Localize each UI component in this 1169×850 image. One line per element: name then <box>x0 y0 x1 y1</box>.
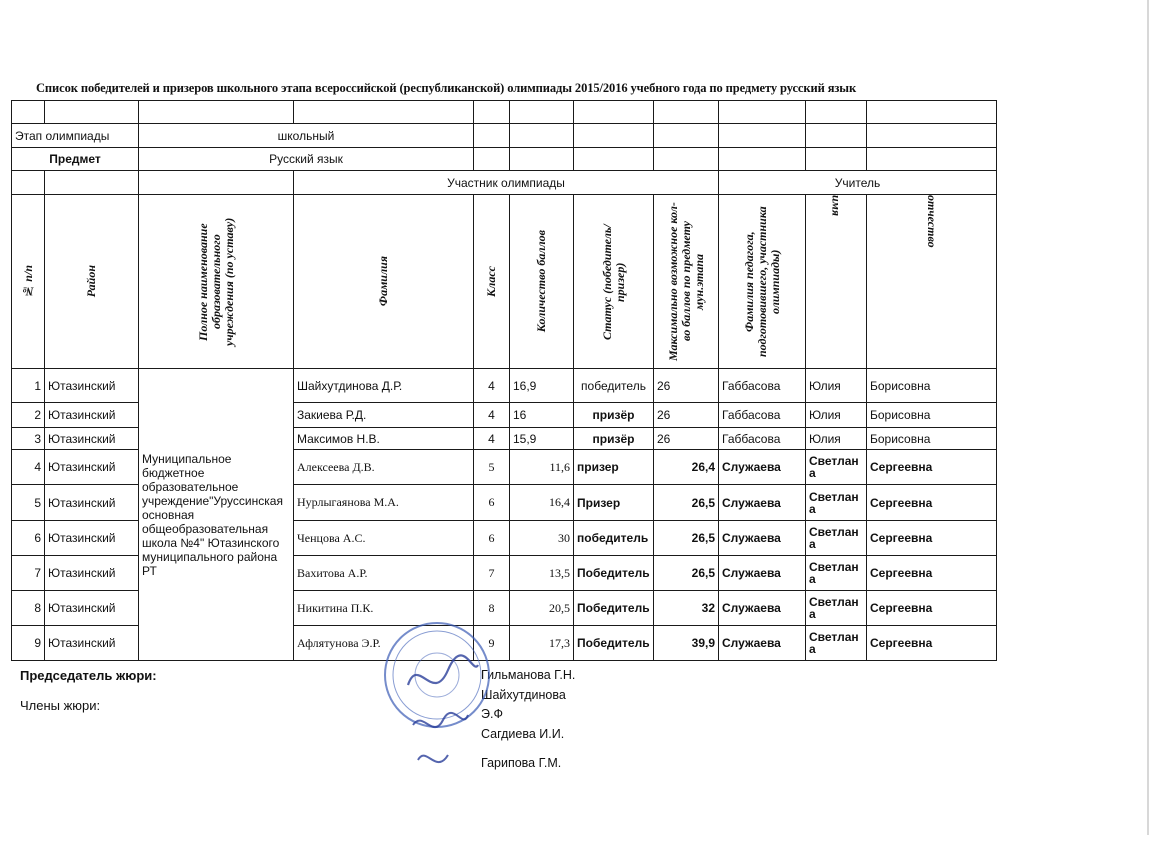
cell-grade: 9 <box>474 626 510 661</box>
subject-value: Русский язык <box>139 148 474 171</box>
cell-grade: 7 <box>474 556 510 591</box>
header-teacher-patronymic: отчество <box>925 195 939 248</box>
cell-teacher-name: Юлия <box>806 403 867 428</box>
cell-surname: Ченцова А.С. <box>294 521 474 556</box>
jury-chair-label: Председатель жюри: <box>20 668 157 683</box>
cell-grade: 4 <box>474 403 510 428</box>
column-header-row <box>12 195 997 369</box>
cell-grade: 5 <box>474 450 510 485</box>
page-edge-divider <box>1147 0 1149 835</box>
cell-grade: 6 <box>474 485 510 521</box>
cell-num: 8 <box>12 591 45 626</box>
school-stamp-seal <box>378 615 496 780</box>
cell-status: призёр <box>574 428 654 450</box>
cell-school: Муниципальное бюджетное образовательное учреждение"Уруссинская основная общеобразовательная школа №4" Ютазинского муниципального района РТ <box>139 369 294 661</box>
cell-score: 16,9 <box>510 369 574 403</box>
cell-teacher-surname: Габбасова <box>719 403 806 428</box>
stage-label: Этап олимпиады <box>12 124 139 148</box>
jury-member: Э.Ф <box>481 707 503 721</box>
cell-teacher-patronymic: Сергеевна <box>867 485 997 521</box>
cell-max: 39,9 <box>654 626 719 661</box>
cell-grade: 4 <box>474 428 510 450</box>
cell-district: Ютазинский <box>45 626 139 661</box>
jury-members-label: Члены жюри: <box>20 698 101 713</box>
cell-num: 2 <box>12 403 45 428</box>
signature-stroke <box>418 755 448 762</box>
cell-max: 32 <box>654 591 719 626</box>
header-max: Максимально возможное кол-во баллов по предмету мун.этапа <box>665 202 706 361</box>
cell-teacher-surname: Служаева <box>719 450 806 485</box>
cell-teacher-patronymic: Сергеевна <box>867 556 997 591</box>
header-num: № п/п <box>20 264 35 299</box>
subject-label: Предмет <box>12 148 139 171</box>
cell-surname: Никитина П.К. <box>294 591 474 626</box>
header-score: Количество баллов <box>534 230 548 333</box>
header-status: Статус (победитель/призер) <box>599 223 627 340</box>
cell-score: 17,3 <box>510 626 574 661</box>
header-grade: Класс <box>484 266 498 297</box>
stage-row <box>12 124 997 148</box>
cell-status: призер <box>574 450 654 485</box>
cell-max: 26,4 <box>654 450 719 485</box>
cell-teacher-name: Светлана <box>806 450 867 485</box>
cell-teacher-surname: Служаева <box>719 521 806 556</box>
cell-district: Ютазинский <box>45 591 139 626</box>
cell-surname: Максимов Н.В. <box>294 428 474 450</box>
cell-surname: Шайхутдинова Д.Р. <box>294 369 474 403</box>
cell-grade: 4 <box>474 369 510 403</box>
cell-num: 3 <box>12 428 45 450</box>
cell-max: 26,5 <box>654 521 719 556</box>
cell-max: 26 <box>654 369 719 403</box>
header-teacher-name: имя <box>829 195 844 217</box>
cell-max: 26 <box>654 428 719 450</box>
table-row <box>12 369 997 403</box>
cell-surname: Алексеева Д.В. <box>294 450 474 485</box>
cell-grade: 6 <box>474 521 510 556</box>
header-surname: Фамилия <box>376 256 390 307</box>
cell-teacher-surname: Служаева <box>719 485 806 521</box>
cell-teacher-name: Светлана <box>806 521 867 556</box>
header-district: Район <box>84 265 98 298</box>
winners-table <box>11 100 997 661</box>
cell-status: призёр <box>574 403 654 428</box>
cell-teacher-surname: Служаева <box>719 556 806 591</box>
cell-num: 7 <box>12 556 45 591</box>
cell-teacher-name: Светлана <box>806 626 867 661</box>
cell-teacher-name: Юлия <box>806 428 867 450</box>
cell-score: 20,5 <box>510 591 574 626</box>
cell-teacher-name: Светлана <box>806 591 867 626</box>
cell-num: 1 <box>12 369 45 403</box>
cell-teacher-patronymic: Борисовна <box>867 403 997 428</box>
stage-value: школьный <box>139 124 474 148</box>
cell-status: Победитель <box>574 591 654 626</box>
cell-district: Ютазинский <box>45 369 139 403</box>
cell-status: Победитель <box>574 556 654 591</box>
participant-group-header: Участник олимпиады <box>294 171 719 195</box>
group-header-row <box>12 171 997 195</box>
cell-status: победитель <box>574 521 654 556</box>
cell-max: 26,5 <box>654 485 719 521</box>
cell-num: 9 <box>12 626 45 661</box>
cell-max: 26 <box>654 403 719 428</box>
spacer-row <box>12 101 997 124</box>
cell-num: 5 <box>12 485 45 521</box>
cell-score: 30 <box>510 521 574 556</box>
cell-status: победитель <box>574 369 654 403</box>
cell-teacher-name: Светлана <box>806 485 867 521</box>
cell-teacher-patronymic: Сергеевна <box>867 591 997 626</box>
cell-score: 15,9 <box>510 428 574 450</box>
cell-teacher-patronymic: Сергеевна <box>867 626 997 661</box>
jury-member: Шайхутдинова <box>481 688 566 702</box>
cell-teacher-patronymic: Сергеевна <box>867 450 997 485</box>
header-school: Полное наименование образовательного учреждения (по уставу) <box>195 217 236 346</box>
cell-score: 11,6 <box>510 450 574 485</box>
cell-score: 13,5 <box>510 556 574 591</box>
jury-member: Гарипова Г.М. <box>481 756 562 770</box>
cell-score: 16,4 <box>510 485 574 521</box>
cell-district: Ютазинский <box>45 521 139 556</box>
cell-teacher-name: Светлана <box>806 556 867 591</box>
cell-district: Ютазинский <box>45 450 139 485</box>
cell-teacher-patronymic: Борисовна <box>867 369 997 403</box>
cell-num: 6 <box>12 521 45 556</box>
cell-surname: Закиева Р.Д. <box>294 403 474 428</box>
cell-teacher-name: Юлия <box>806 369 867 403</box>
cell-district: Ютазинский <box>45 556 139 591</box>
cell-teacher-surname: Габбасова <box>719 428 806 450</box>
cell-teacher-patronymic: Борисовна <box>867 428 997 450</box>
cell-max: 26,5 <box>654 556 719 591</box>
cell-district: Ютазинский <box>45 428 139 450</box>
cell-teacher-patronymic: Сергеевна <box>867 521 997 556</box>
header-teacher-surname: Фамилия педагога, подготовившего, участника олимпиады) <box>741 206 782 357</box>
cell-score: 16 <box>510 403 574 428</box>
cell-status: Призер <box>574 485 654 521</box>
cell-teacher-surname: Служаева <box>719 626 806 661</box>
cell-district: Ютазинский <box>45 485 139 521</box>
cell-teacher-surname: Габбасова <box>719 369 806 403</box>
cell-district: Ютазинский <box>45 403 139 428</box>
cell-surname: Вахитова А.Р. <box>294 556 474 591</box>
subject-row <box>12 148 997 171</box>
jury-chair-name: Гильманова Г.Н. <box>481 668 576 682</box>
document-title: Список победителей и призеров школьного этапа всероссийской (республиканской) олимпиады 2015/2016 учебного года по предмету русский язык <box>36 81 857 95</box>
jury-member: Сагдиева И.И. <box>481 727 565 741</box>
cell-grade: 8 <box>474 591 510 626</box>
cell-teacher-surname: Служаева <box>719 591 806 626</box>
cell-surname: Афлятунова Э.Р. <box>294 626 474 661</box>
cell-num: 4 <box>12 450 45 485</box>
teacher-group-header: Учитель <box>719 171 997 195</box>
cell-surname: Нурлыгаянова М.А. <box>294 485 474 521</box>
cell-status: Победитель <box>574 626 654 661</box>
signature-stroke <box>408 655 478 685</box>
